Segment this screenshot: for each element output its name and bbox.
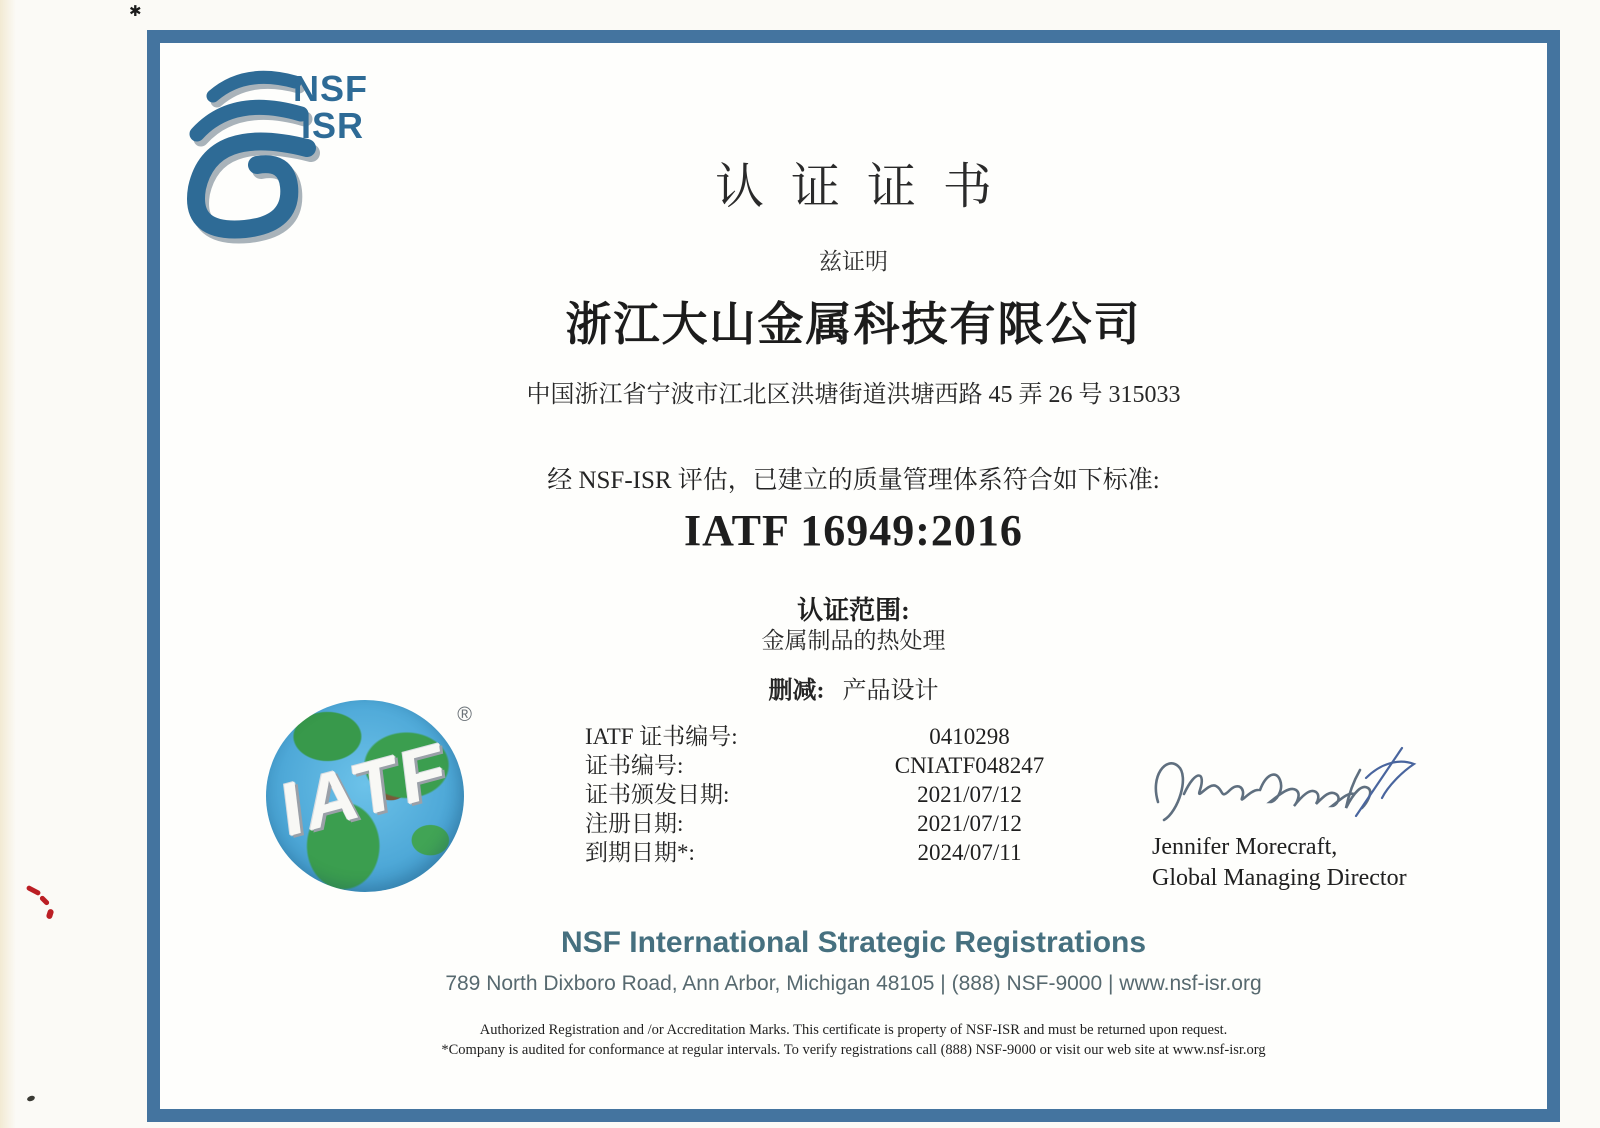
exclusion-label: 删减: [768, 678, 825, 704]
nsf-isr-wordmark [293, 70, 368, 144]
detail-label: 到期日期*: [585, 840, 695, 865]
red-pen-mark [26, 885, 42, 896]
detail-value: 2024/07/11 [917, 840, 1022, 865]
certificate-details-table [585, 722, 1082, 867]
table-row [585, 722, 1082, 751]
red-pen-mark [46, 908, 55, 919]
company-address: 中国浙江省宁波市江北区洪塘街道洪塘西路 45 弄 26 号 315033 [526, 382, 1181, 408]
company-name: 浙江大山金属科技有限公司 [565, 299, 1142, 350]
standard-name: IATF 16949:2016 [684, 506, 1023, 555]
detail-label: 注册日期: [585, 811, 684, 836]
nsf-text: NSF [293, 68, 368, 109]
signer-title: Global Managing Director [1152, 865, 1407, 891]
isr-text: ISR [301, 105, 365, 146]
org-address: 789 North Dixboro Road, Ann Arbor, Michigan 48105 | (888) NSF-9000 | www.nsf-isr.org [445, 972, 1262, 995]
pen-asterisk-mark: ✱ [129, 2, 142, 20]
exclusion-value: 产品设计 [842, 678, 939, 704]
iatf-globe-icon [266, 700, 472, 892]
table-row [585, 751, 1082, 780]
scan-edge-artifact [0, 0, 16, 1128]
org-name: NSF International Strategic Registrations [560, 926, 1147, 959]
signature-icon [1148, 738, 1438, 838]
detail-value: 2021/07/12 [917, 811, 1022, 836]
certificate-title: 认证证书 [715, 159, 1019, 214]
legal-line-2: *Company is audited for conformance at regular intervals. To verify registrations call (888) NSF-9000 or visit our web site at www.nsf-isr.org [441, 1042, 1266, 1058]
scope-value: 金属制品的热处理 [761, 628, 946, 653]
detail-value: 0410298 [929, 724, 1010, 749]
legal-line-1: Authorized Registration and /or Accreditation Marks. This certificate is property of NSF-ISR and must be returned upon request. [479, 1022, 1228, 1038]
signer-block [1152, 832, 1407, 894]
detail-value: CNIATF048247 [894, 753, 1045, 778]
table-row [585, 780, 1082, 809]
certify-line: 兹证明 [819, 249, 888, 274]
detail-label: 证书颁发日期: [585, 782, 730, 807]
table-row [585, 838, 1082, 867]
detail-value: 2021/07/12 [917, 782, 1022, 807]
detail-label: IATF 证书编号: [585, 724, 738, 749]
detail-label: 证书编号: [585, 753, 684, 778]
scope-label: 认证范围: [797, 596, 910, 625]
table-row [585, 809, 1082, 838]
assessment-statement: 经 NSF-ISR 评估，已建立的质量管理体系符合如下标准: [547, 467, 1160, 494]
scan-speck [26, 1095, 35, 1102]
iatf-logo-text: IATF [277, 725, 453, 853]
signer-name: Jennifer Morecraft, [1152, 834, 1338, 860]
registered-trademark-symbol: ® [457, 704, 472, 726]
red-pen-mark [39, 895, 50, 906]
